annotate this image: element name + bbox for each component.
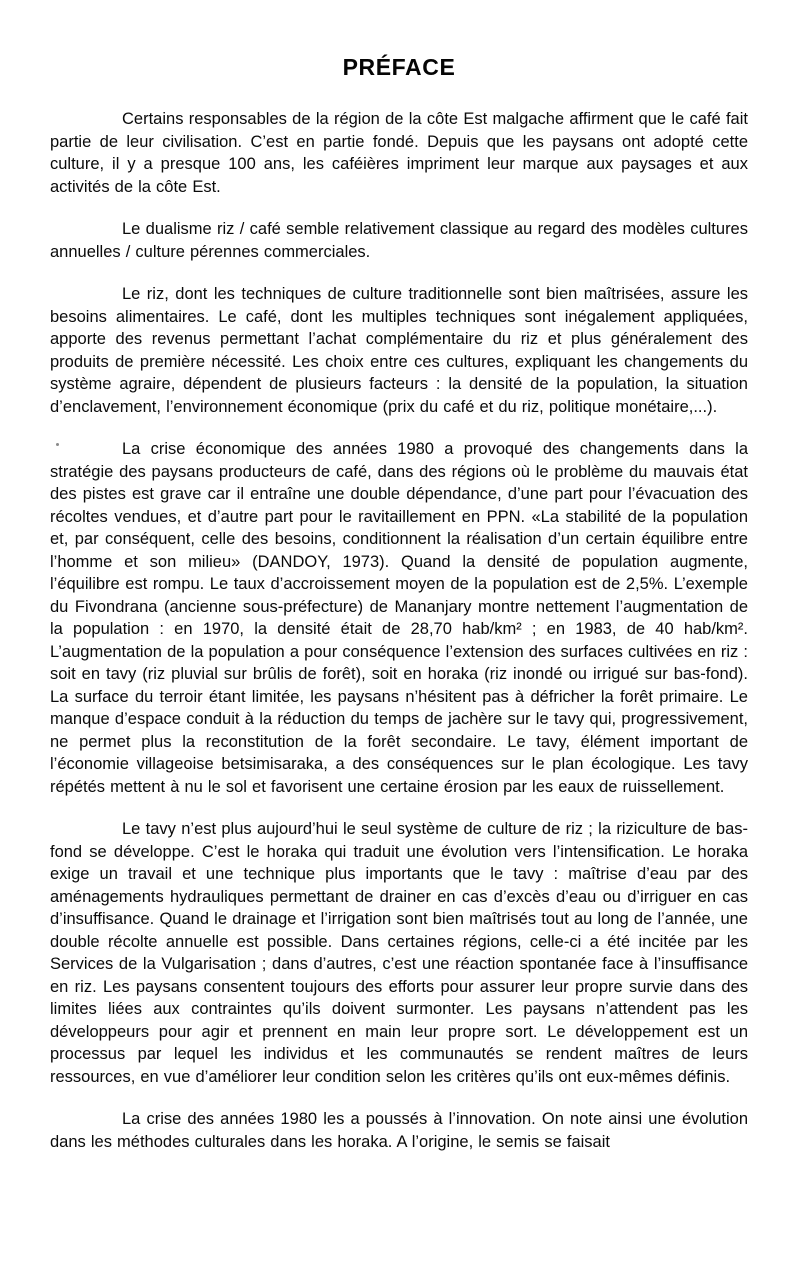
scan-artifact-dot [56, 443, 59, 446]
paragraph-3: Le riz, dont les techniques de culture traditionnelle sont bien maîtrisées, assure les besoins alimentaires. Le café, dont les multiples techniques sont inégalement appliquées, apporte des revenus permettant l’achat complémentaire du riz et plus généralement des produits de première nécessité. Les choix entre ces cultures, expliquant les changements du système agraire, dépendent de plusieurs facteurs : la densité de la population, la situation d’enclavement, l’environnement économique (prix du café et du riz, politique monétaire,...). [50, 285, 748, 416]
paragraph-2: Le dualisme riz / café semble relativement classique au regard des modèles cultures annuelles / culture pérennes commerciales. [50, 220, 748, 261]
paragraph-4: La crise économique des années 1980 a provoqué des changements dans la stratégie des paysans producteurs de café, dans des régions où le problème du mauvais état des pistes est grave car il entraîne une double dépendance, d’une part pour l’évacuation des récoltes vendues, et d’autre part pour le ravitaillement en PPN. «La stabilité de la population et, par conséquent, celle des besoins, conditionnent la réalisation d’un certain équilibre entre l’homme et son milieu» (DANDOY, 1973). Quand la densité de population augmente, l’équilibre est rompu. Le taux d’accroissement moyen de la population est de 2,5%. L’exemple du Fivondrana (ancienne sous-préfecture) de Mananjary montre nettement l’augmentation de la population : en 1970, la densité était de 28,70 hab/km² ; en 1983, de 40 hab/km². L’augmentation de la population a pour conséquence l’extension des surfaces cultivées en riz : soit en tavy (riz pluvial sur brûlis de forêt), soit en horaka (riz inondé ou irrigué sur bas-fond). La surface du terroir étant limitée, les paysans n’hésitent pas à défricher la forêt primaire. Le manque d’espace conduit à la réduction du temps de jachère sur le tavy qui, progressivement, ne permet plus la reconstitution de la forêt secondaire. Le tavy, élément important de l’économie villageoise betsimisaraka, a des conséquences sur le plan écologique. Les tavy répétés mettent à nu le sol et favorisent une certaine érosion par les eaux de ruissellement. [50, 440, 748, 796]
page-title: PRÉFACE [342, 54, 456, 80]
paragraph-1: Certains responsables de la région de la côte Est malgache affirment que le café fait partie de leur civilisation. C’est en partie fondé. Depuis que les paysans ont adopté cette culture, il y a presque 100 ans, les caféières impriment leur marque aux paysages et aux activités de la côte Est. [50, 110, 748, 196]
paragraph-6: La crise des années 1980 les a poussés à l’innovation. On note ainsi une évolution dans les méthodes culturales dans les horaka. A l’origine, le semis se faisait [50, 1110, 748, 1151]
paragraph-5: Le tavy n’est plus aujourd’hui le seul système de culture de riz ; la riziculture de bas-fond se développe. C’est le horaka qui traduit une évolution vers l’intensification. Le horaka exige un travail et une technique plus importants que le tavy : maîtrise d’eau par des aménagements hydrauliques permettant de drainer en cas d’excès d’eau ou d’irriguer en cas d’insuffisance. Quand le drainage et l’irrigation sont bien maîtrisés tout au long de l’année, une double récolte annuelle est possible. Dans certaines régions, celle-ci a été incitée par les Services de la Vulgarisation ; dans d’autres, c’est une réaction spontanée face à l’insuffisance en riz. Les paysans consentent toujours des efforts pour assurer leur propre survie dans des limites liées aux contraintes qu’ils doivent surmonter. Les paysans n’attendent pas les développeurs pour agir et prennent en main leur propre sort. Le développement est un processus par lequel les individus et les communautés se rendent maîtres de leurs ressources, en vue d’améliorer leur condition selon les critères qu’ils ont eux-mêmes définis. [50, 820, 748, 1086]
